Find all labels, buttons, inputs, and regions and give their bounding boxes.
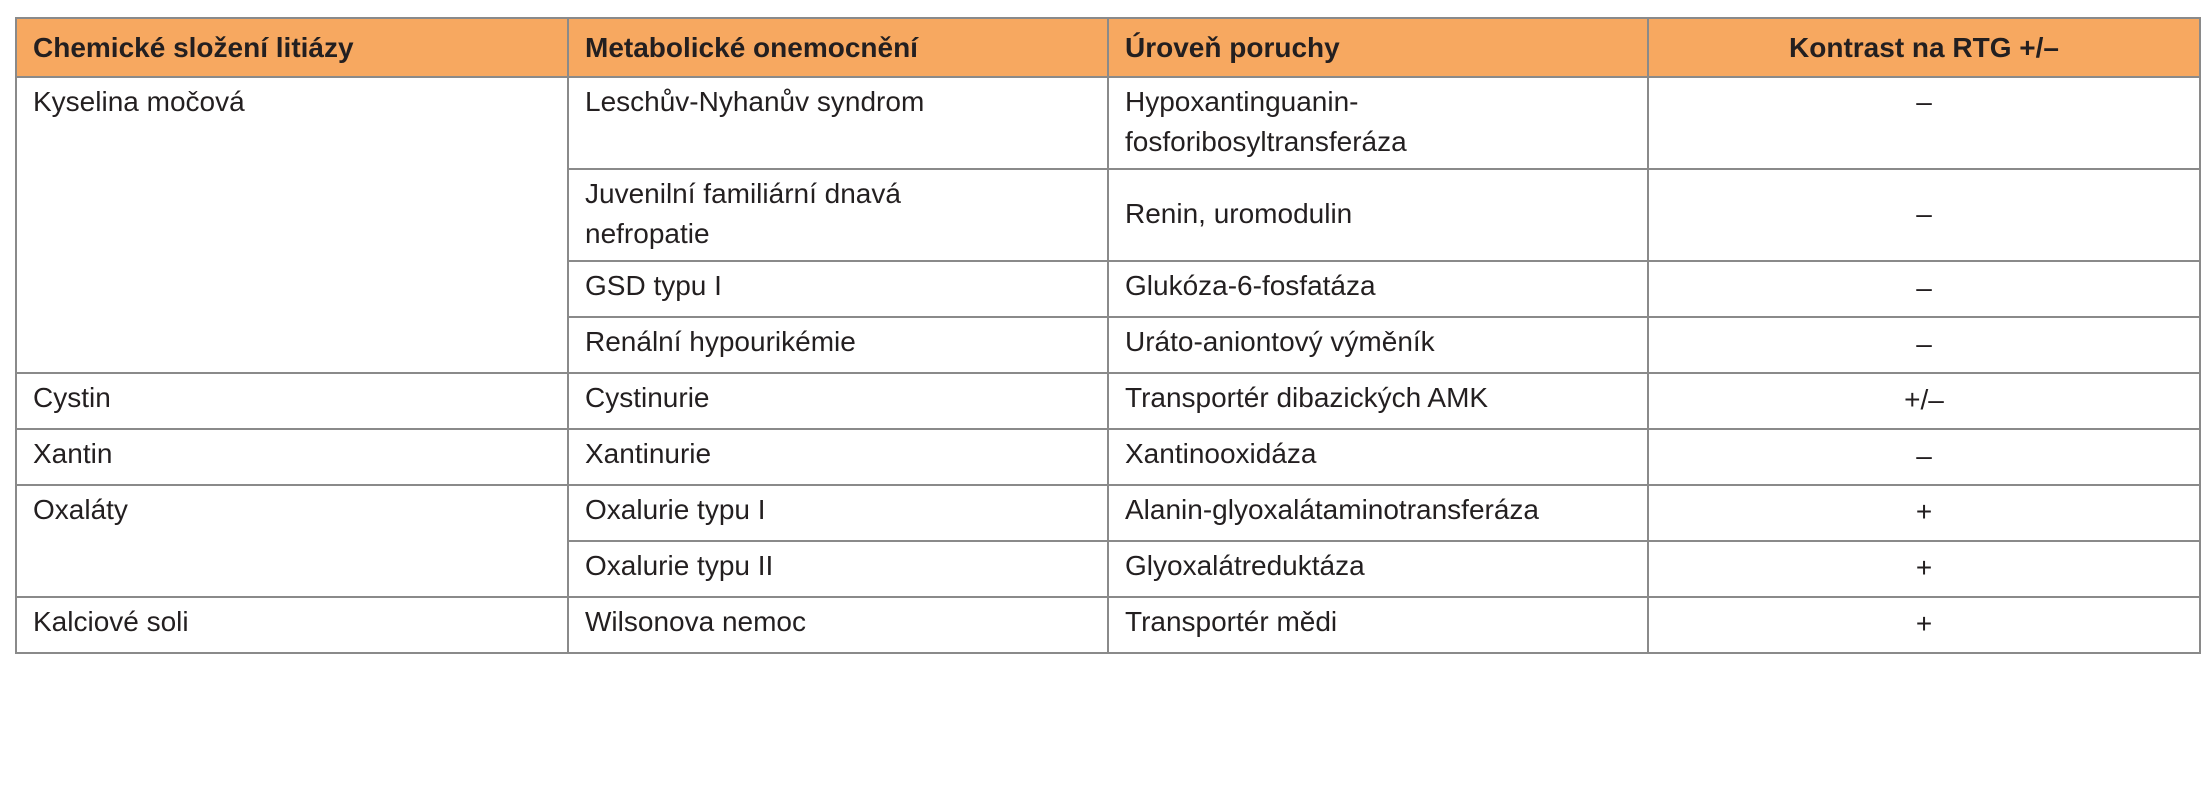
table-row xyxy=(16,485,2200,541)
cell-composition: Cystin xyxy=(16,373,568,429)
cell-contrast: – xyxy=(1648,261,2200,317)
cell-disease: Cystinurie xyxy=(568,373,1108,429)
cell-disease: Wilsonova nemoc xyxy=(568,597,1108,653)
cell-disease: Oxalurie typu I xyxy=(568,485,1108,541)
cell-composition: Kyselina močová xyxy=(16,77,568,373)
cell-level-line: fosforibosyltransferáza xyxy=(1125,126,1407,157)
table-row xyxy=(16,77,2200,169)
cell-disease: GSD typu I xyxy=(568,261,1108,317)
cell-composition: Oxaláty xyxy=(16,485,568,597)
metabolic-lithiasis-table xyxy=(15,17,2201,654)
cell-contrast: – xyxy=(1648,429,2200,485)
header-disease: Metabolické onemocnění xyxy=(568,18,1108,77)
cell-level: Xantinooxidáza xyxy=(1108,429,1648,485)
table-header-row xyxy=(16,18,2200,77)
cell-level: Transportér dibazických AMK xyxy=(1108,373,1648,429)
cell-contrast: – xyxy=(1648,317,2200,373)
cell-contrast: + xyxy=(1648,541,2200,597)
header-composition: Chemické složení litiázy xyxy=(16,18,568,77)
cell-level-line: Hypoxantinguanin- xyxy=(1125,86,1359,117)
cell-level: Alanin-glyoxalátaminotransferáza xyxy=(1108,485,1648,541)
cell-disease: Renální hypourikémie xyxy=(568,317,1108,373)
table-row xyxy=(16,597,2200,653)
cell-level: Uráto-aniontový výměník xyxy=(1108,317,1648,373)
cell-level xyxy=(1108,77,1648,169)
cell-contrast: – xyxy=(1648,169,2200,261)
cell-disease: Leschův-Nyhanův syndrom xyxy=(568,77,1108,169)
header-level: Úroveň poruchy xyxy=(1108,18,1648,77)
cell-disease-line: nefropatie xyxy=(585,218,710,249)
cell-composition: Xantin xyxy=(16,429,568,485)
cell-disease: Oxalurie typu II xyxy=(568,541,1108,597)
cell-level: Glukóza-6-fosfatáza xyxy=(1108,261,1648,317)
cell-level: Renin, uromodulin xyxy=(1108,169,1648,261)
header-contrast: Kontrast na RTG +/– xyxy=(1648,18,2200,77)
cell-contrast: + xyxy=(1648,485,2200,541)
cell-composition: Kalciové soli xyxy=(16,597,568,653)
table-row xyxy=(16,373,2200,429)
cell-disease xyxy=(568,169,1108,261)
cell-disease-line: Juvenilní familiární dnavá xyxy=(585,178,901,209)
cell-level: Transportér mědi xyxy=(1108,597,1648,653)
cell-contrast: +/– xyxy=(1648,373,2200,429)
cell-contrast: – xyxy=(1648,77,2200,169)
cell-contrast: + xyxy=(1648,597,2200,653)
cell-disease: Xantinurie xyxy=(568,429,1108,485)
cell-level: Glyoxalátreduktáza xyxy=(1108,541,1648,597)
table-row xyxy=(16,429,2200,485)
